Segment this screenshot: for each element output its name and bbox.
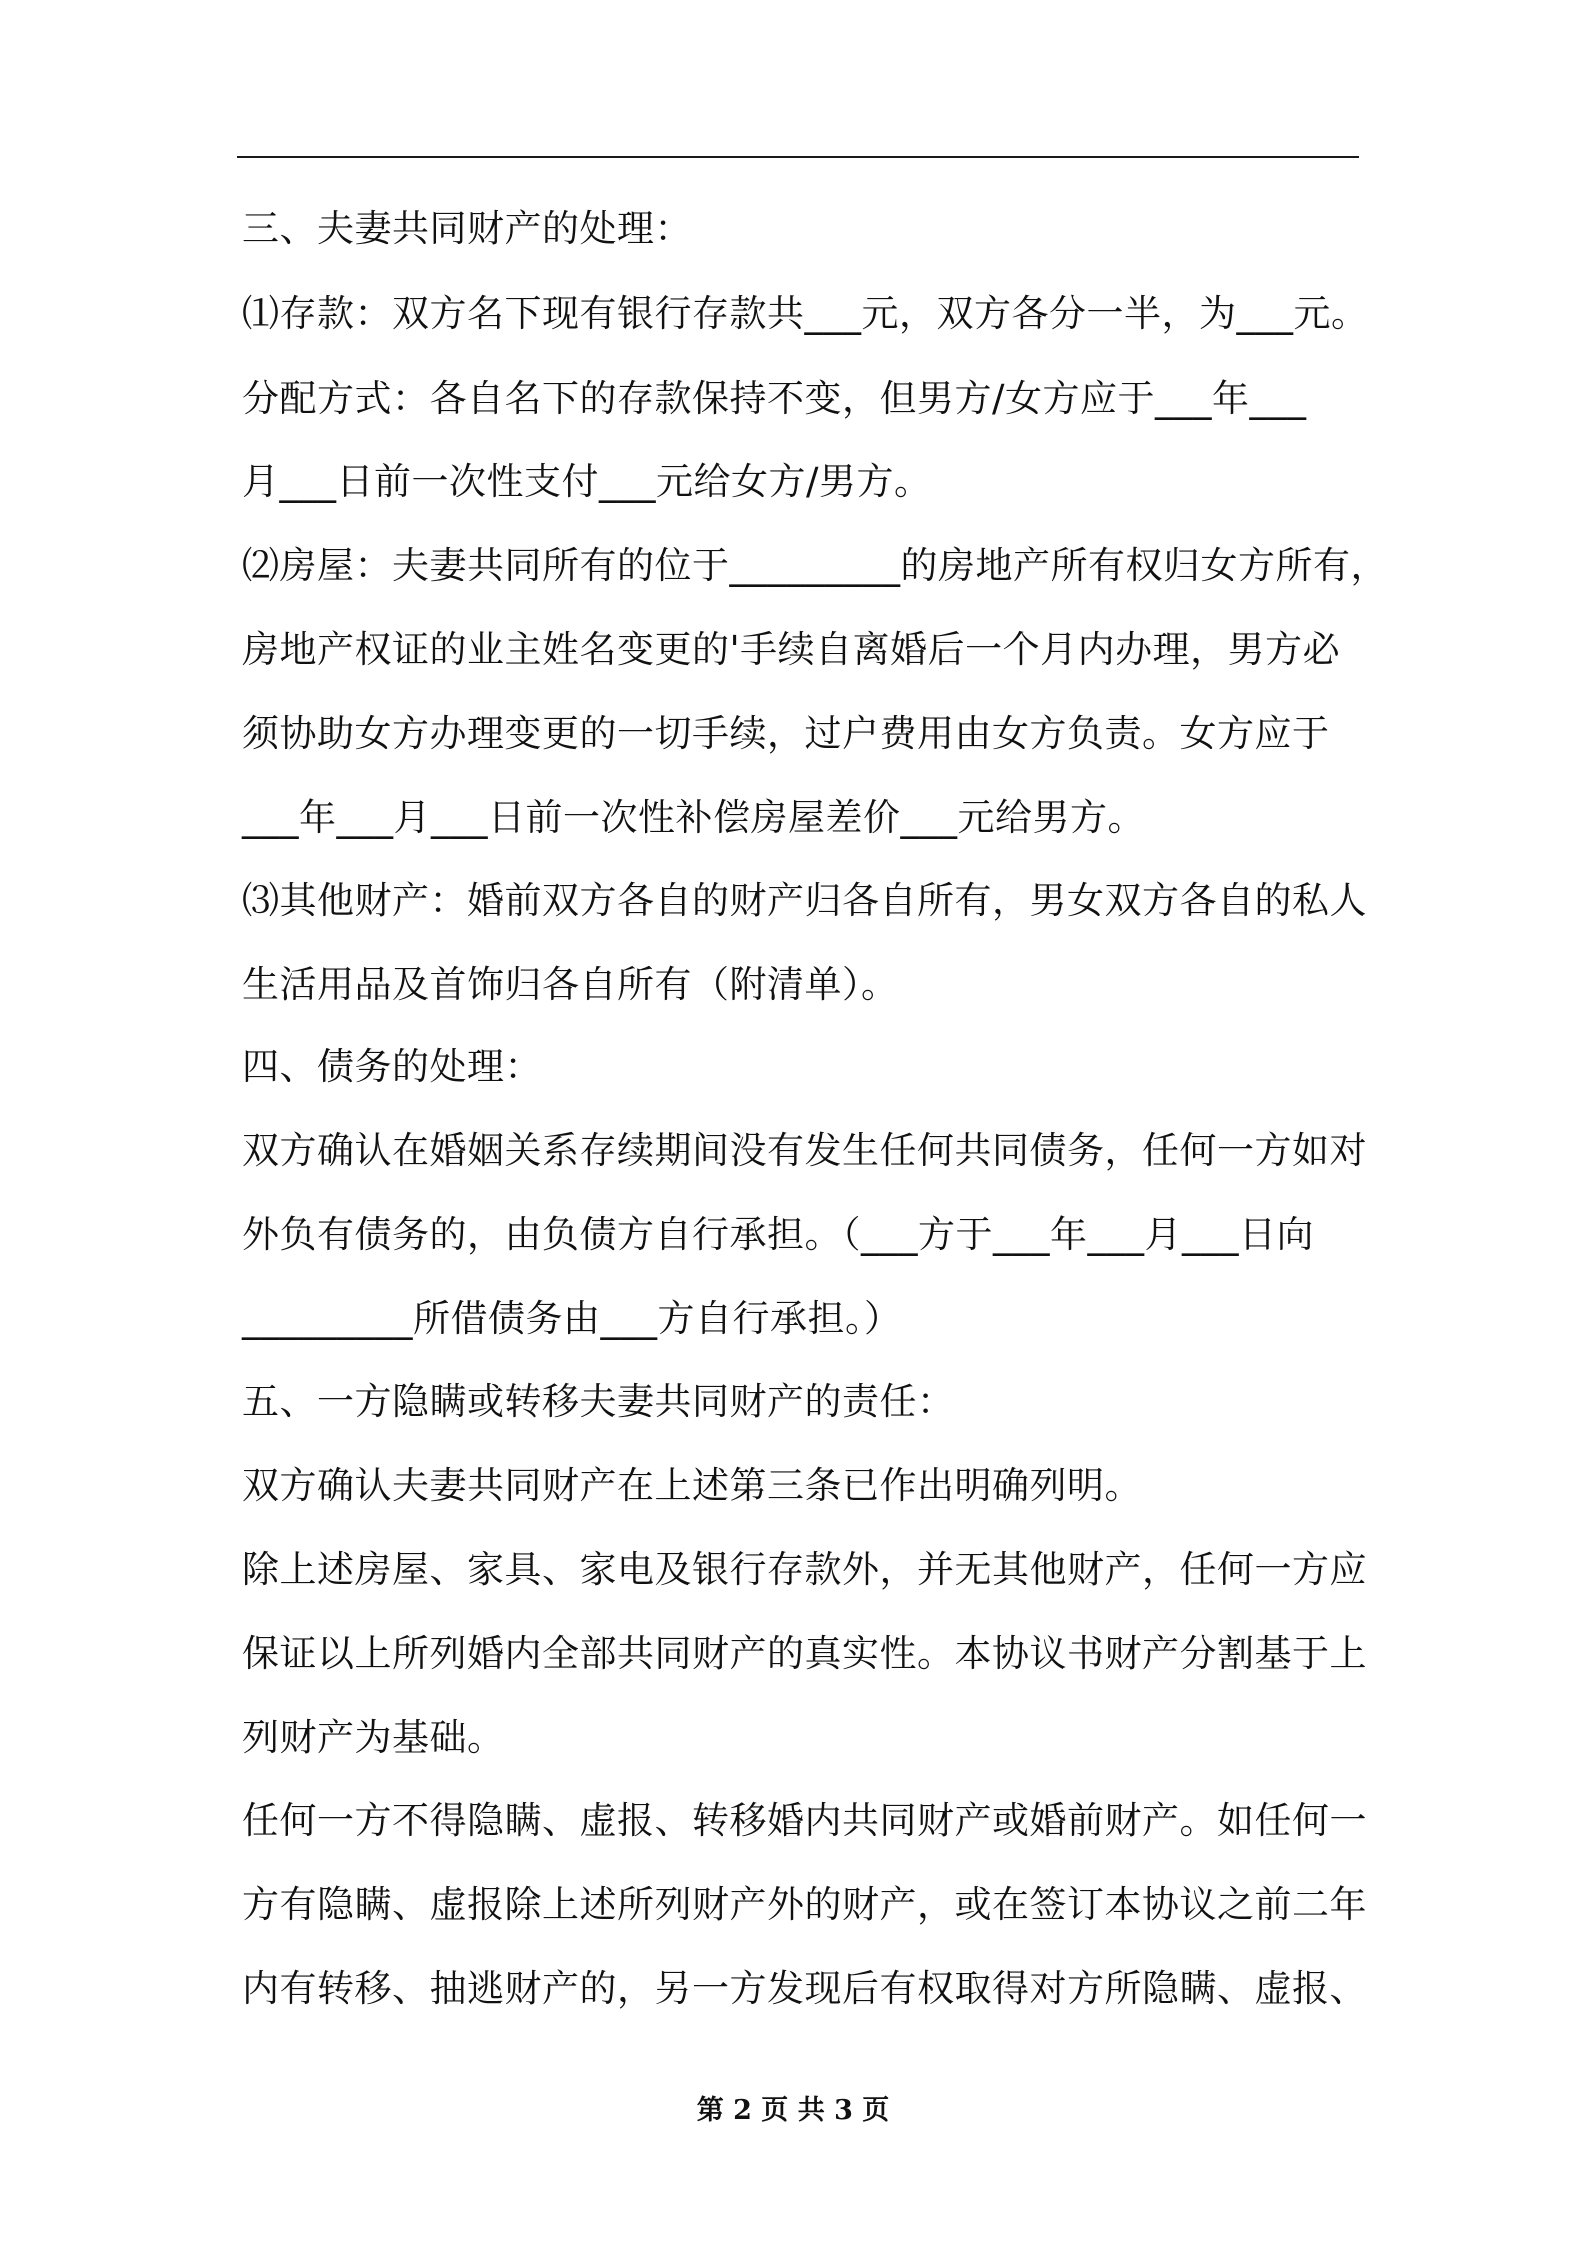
text-line: 方有隐瞒、虚报除上述所列财产外的财产，或在签订本协议之前二年 (242, 1883, 1367, 1926)
text-line: 月___日前一次性支付___元给女方/男方。 (242, 460, 932, 503)
section-heading-5: 五、一方隐瞒或转移夫妻共同财产的责任： (242, 1380, 955, 1423)
text-line: 双方确认夫妻共同财产在上述第三条已作出明确列明。 (242, 1464, 1142, 1507)
text-line: 房地产权证的业主姓名变更的'手续自离婚后一个月内办理，男方必 (242, 628, 1341, 671)
text-line: 外负有债务的，由负债方自行承担。（___方于___年___月___日向 (242, 1213, 1314, 1256)
section-heading-3: 三、夫妻共同财产的处理： (242, 207, 692, 250)
text-line: ⑴存款：双方名下现有银行存款共___元，双方各分一半，为___元。 (242, 292, 1369, 335)
header-divider (237, 156, 1359, 158)
text-line: 除上述房屋、家具、家电及银行存款外，并无其他财产，任何一方应 (242, 1548, 1367, 1591)
text-line: _________所借债务由___方自行承担。） (242, 1297, 902, 1340)
text-line: ⑶其他财产：婚前双方各自的财产归各自所有，男女双方各自的私人 (242, 879, 1367, 922)
text-line: 生活用品及首饰归各自所有（附清单）。 (242, 963, 899, 1006)
text-line: 须协助女方办理变更的一切手续，过户费用由女方负责。女方应于 (242, 712, 1330, 755)
text-line: 任何一方不得隐瞒、虚报、转移婚内共同财产或婚前财产。如任何一 (242, 1799, 1367, 1842)
text-line: 分配方式：各自名下的存款保持不变，但男方/女方应于___年___ (242, 377, 1307, 420)
text-line: 保证以上所列婚内全部共同财产的真实性。本协议书财产分割基于上 (242, 1632, 1367, 1675)
page-number: 第 2 页 共 3 页 (696, 2095, 890, 2126)
text-line: 双方确认在婚姻关系存续期间没有发生任何共同债务，任何一方如对 (242, 1129, 1367, 1172)
section-heading-4: 四、债务的处理： (242, 1045, 542, 1088)
text-line: 列财产为基础。 (242, 1716, 505, 1759)
text-line: ___年___月___日前一次性补偿房屋差价___元给男方。 (242, 796, 1145, 839)
text-line: ⑵房屋：夫妻共同所有的位于_________的房地产所有权归女方所有， (242, 544, 1388, 587)
text-line: 内有转移、抽逃财产的，另一方发现后有权取得对方所隐瞒、虚报、 (242, 1967, 1367, 2010)
